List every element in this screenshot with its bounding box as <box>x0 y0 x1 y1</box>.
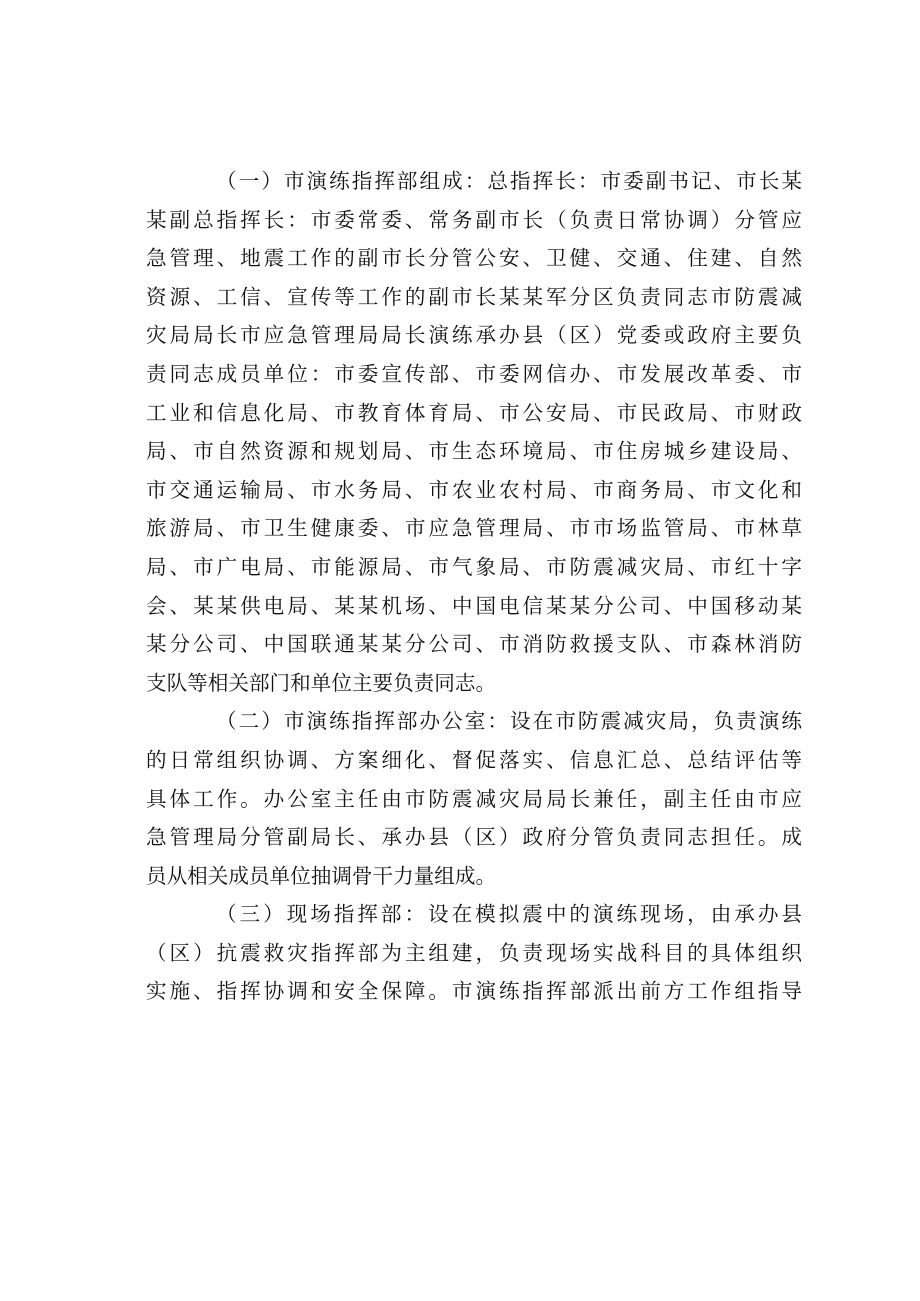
text-line: 工业和信息化局、市教育体育局、市公安局、市民政局、市财政 <box>146 400 802 425</box>
text-line: 市交通运输局、市水务局、市农业农村局、市商务局、市文化和 <box>146 477 802 502</box>
text-line: 员从相关成员单位抽调骨干力量组成。 <box>146 863 497 888</box>
text-line: 某副总指挥长：市委常委、常务副市长（负责日常协调）分管应 <box>146 207 802 232</box>
text-line: 具体工作。办公室主任由市防震减灾局局长兼任，副主任由市应 <box>146 786 802 811</box>
text-line: 灾局局长市应急管理局局长演练承办县（区）党委或政府主要负 <box>146 323 802 348</box>
text-line: 支队等相关部门和单位主要负责同志。 <box>146 670 497 695</box>
document-body <box>146 162 802 1011</box>
paragraph-section-2 <box>146 702 802 895</box>
text-line: 资源、工信、宣传等工作的副市长某某军分区负责同志市防震减 <box>146 284 802 309</box>
paragraph-section-1 <box>146 162 802 702</box>
text-line: 急管理、地震工作的副市长分管公安、卫健、交通、住建、自然 <box>146 246 802 271</box>
text-line: （二）市演练指挥部办公室：设在市防震减灾局，负责演练 <box>216 709 802 734</box>
text-line: 旅游局、市卫生健康委、市应急管理局、市市场监管局、市林草 <box>146 516 802 541</box>
paragraph-section-3 <box>146 895 802 1011</box>
text-line: （一）市演练指挥部组成：总指挥长：市委副书记、市长某 <box>216 169 802 193</box>
text-line: 实施、指挥协调和安全保障。市演练指挥部派出前方工作组指导 <box>146 979 802 1004</box>
text-line: 责同志成员单位：市委宣传部、市委网信办、市发展改革委、市 <box>146 361 802 386</box>
text-line: 局、市自然资源和规划局、市生态环境局、市住房城乡建设局、 <box>146 439 802 464</box>
text-line: 局、市广电局、市能源局、市气象局、市防震减灾局、市红十字 <box>146 554 802 579</box>
text-line: （区）抗震救灾指挥部为主组建，负责现场实战科目的具体组织 <box>146 940 802 965</box>
text-line: 会、某某供电局、某某机场、中国电信某某分公司、中国移动某 <box>146 593 802 618</box>
text-line: 某分公司、中国联通某某分公司、市消防救援支队、市森林消防 <box>146 632 802 657</box>
text-line: 急管理局分管副局长、承办县（区）政府分管负责同志担任。成 <box>146 825 802 850</box>
text-line: （三）现场指挥部：设在模拟震中的演练现场，由承办县 <box>216 902 802 927</box>
text-line: 的日常组织协调、方案细化、督促落实、信息汇总、总结评估等 <box>146 747 802 772</box>
